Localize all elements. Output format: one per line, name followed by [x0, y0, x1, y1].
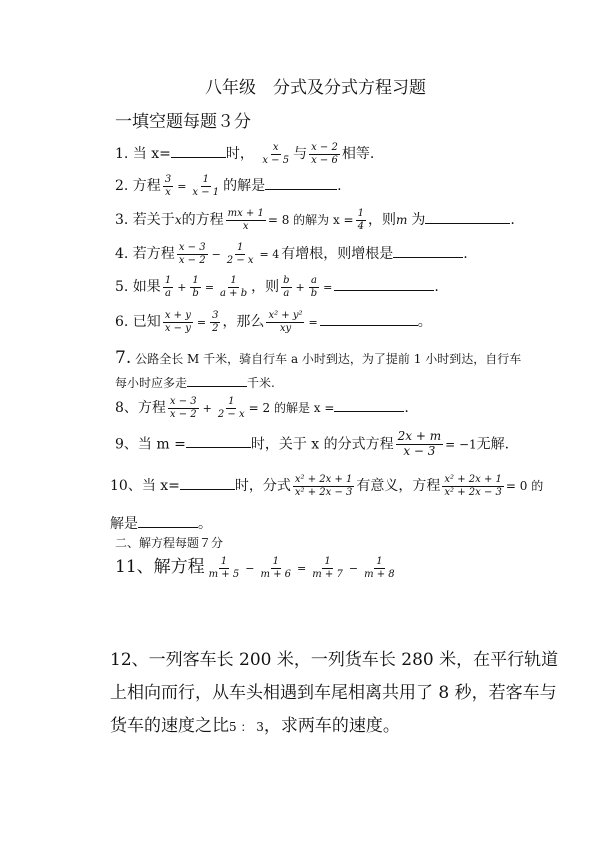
q3-answer-blank [425, 211, 510, 224]
q1-answer-blank [171, 145, 226, 158]
section-1-heading: 一填空题每题３分 [115, 112, 251, 132]
q5-fraction-2: $\frac{1}{b}$ [192, 275, 199, 299]
question-12-line-2: 上相向而行，从车头相遇到车尾相离共用了 8 秒，若客车与 [110, 683, 557, 703]
q12-ratio: 5 ： 3 [229, 720, 264, 734]
question-10: 10、当 x= 时，分式 $\frac{\text{x² + 2x + 1}}{\text{x² + 2x − 3}}$ 有意义，方程 $\frac{\text{x² + 2x + 1}}{\text{x² + 2x − 3}}$ = 0 的 [110, 474, 544, 498]
q10-answer-blank-1 [180, 477, 235, 490]
q11-fraction-4: $\frac{1}{m + 8}$ [364, 556, 395, 580]
q8-answer-blank [334, 399, 404, 412]
q8-fraction-2: $\frac{1}{2 - x}$ [217, 396, 245, 420]
q10-answer-blank-2 [138, 515, 198, 528]
question-12-line-1: 12、一列客车长 200 米，一列货车长 280 米，在平行轨道 [110, 650, 559, 670]
q7-answer-blank [187, 374, 247, 387]
q5-fraction-1: $\frac{1}{a}$ [164, 275, 172, 299]
q4-answer-blank [393, 245, 463, 258]
question-8: 8、方程 $\frac{x - 3}{x - 2}$ + $\frac{1}{2 - x}$ = 2 的解是 x = . [115, 396, 409, 420]
q9-fraction: $\frac{2x + m}{x - 3}$ [397, 429, 442, 458]
q10-fraction-2: $\frac{\text{x² + 2x + 1}}{\text{x² + 2x − 3}}$ [444, 474, 502, 498]
question-4: 4. 若方程 $\frac{x - 3}{x - 2}$ − $\frac{1}{2 - x}$ = 4 有增根，则增根是 . [115, 242, 468, 266]
page-title: 八年级 分式及分式方程习题 [205, 78, 426, 98]
q11-fraction-3: $\frac{1}{m + 7}$ [312, 556, 343, 580]
question-7-line-1: 7. 公路全长 M 千米，骑自行车 a 小时到达，为了提前 1 小时到达，自行车 [115, 348, 522, 368]
q1-fraction-1: $\frac{x}{x - 5}$ [262, 142, 290, 166]
q5-fraction-3: $\frac{1}{a + b}$ [220, 275, 248, 299]
q3-fraction-1: $\frac{mx + 1}{x}$ [227, 208, 264, 232]
q6-fraction-3: $\frac{\text{x² + y²}}{xy}$ [268, 310, 303, 334]
q2-fraction-2: $\frac{1}{x - 1}$ [192, 174, 220, 198]
question-12-line-3: 货车的速度之比5 ： 3，求两车的速度。 [110, 716, 400, 736]
q10-fraction-1: $\frac{\text{x² + 2x + 1}}{\text{x² + 2x − 3}}$ [294, 474, 353, 498]
question-6: 6. 已知 $\frac{x + y}{x - y}$ = $\frac{3}{2}$ ，那么 $\frac{\text{x² + y²}}{xy}$ = 。 [115, 310, 432, 334]
q4-fraction-2: $\frac{1}{2 - x}$ [226, 242, 254, 266]
question-1: 1. 当 x= 时， $\frac{x}{x - 5}$ 与 $\frac{x - 2}{x - 6}$ 相等. [115, 142, 375, 166]
q11-fraction-1: $\frac{1}{m + 5}$ [208, 556, 240, 580]
question-9: 9、当 m = 时，关于 x 的分式方程 $\frac{2x + m}{x - 3}$ = −1无解. [115, 429, 510, 458]
q1-mid: 时， [225, 146, 254, 162]
q6-fraction-2: $\frac{3}{2}$ [212, 310, 219, 334]
section-2-heading: 二、解方程每题７分 [115, 536, 224, 550]
q1-prefix: 1. 当 x= [115, 146, 171, 162]
question-2: 2. 方程 $\frac{3}{x}$ = $\frac{1}{x - 1}$ 的解是 . [115, 174, 342, 198]
q8-fraction-1: $\frac{x - 3}{x - 2}$ [169, 396, 197, 420]
q6-fraction-1: $\frac{x + y}{x - y}$ [164, 310, 191, 334]
question-11: 11、解方程 $\frac{1}{m + 5}$ − $\frac{1}{m + 6}$ = $\frac{1}{m + 7}$ − $\frac{1}{m + 8}$ [115, 556, 395, 580]
question-7-line-2: 每小时应多走 千米. [115, 376, 275, 390]
q1-fraction-2: $\frac{x - 2}{x - 6}$ [311, 142, 338, 166]
q2-answer-blank [265, 177, 337, 190]
q3-fraction-2: $\frac{1}{4}$ [357, 208, 364, 232]
q6-answer-blank [320, 313, 418, 326]
question-10-line-2: 解是 。 [110, 516, 212, 532]
q5-answer-blank [334, 278, 434, 291]
q5-fraction-5: $\frac{a}{b}$ [310, 275, 318, 299]
question-3: 3. 若关于x的方程 $\frac{mx + 1}{x}$ = 8 的解为 x = $\frac{1}{4}$ ，则m 为 . [115, 208, 515, 232]
question-5: 5. 如果 $\frac{1}{a}$ + $\frac{1}{b}$ = $\frac{1}{a + b}$ ，则 $\frac{b}{a}$ + $\frac{a}{b}$ = . [115, 275, 439, 299]
q4-fraction-1: $\frac{x - 3}{x - 2}$ [178, 242, 206, 266]
q9-answer-blank [186, 435, 251, 448]
q2-fraction-1: $\frac{3}{x}$ [164, 174, 172, 198]
q11-fraction-2: $\frac{1}{m + 6}$ [260, 556, 292, 580]
q5-fraction-4: $\frac{b}{a}$ [283, 275, 290, 299]
